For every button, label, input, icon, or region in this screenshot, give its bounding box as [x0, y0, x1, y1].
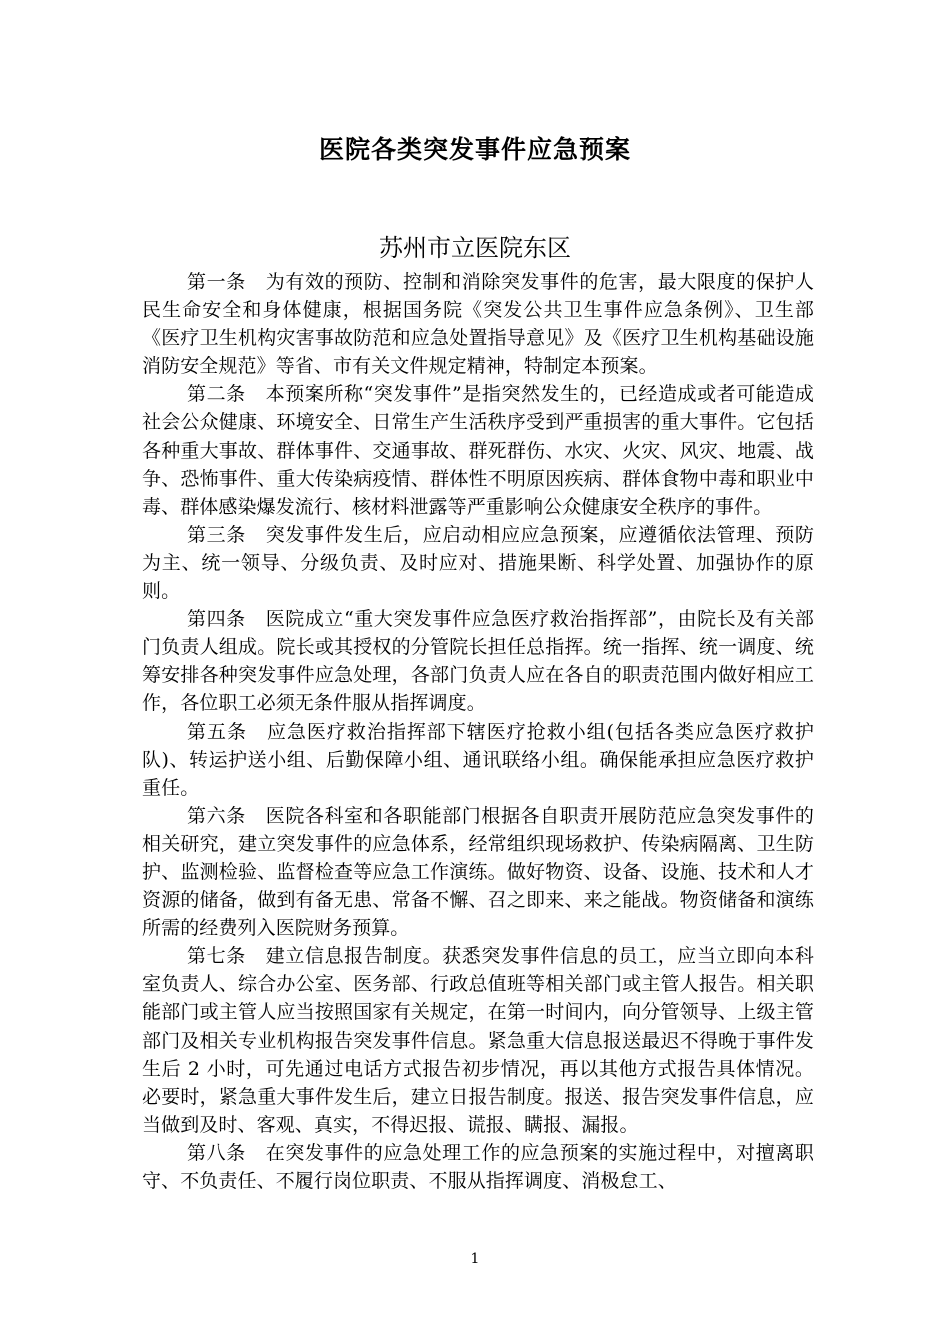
- article-text: 建立信息报告制度。获悉突发事件信息的员工，应当立即向本科室负责人、综合办公室、医务部、行政总值班等相关部门或主管人报告。相关职能部门或主管人应当按照国家有关规定，在第一时间内，向分管领导、上级主管部门及相关专业机构报告突发事件信息。紧急重大信息报送最迟不得晚于事件发生后 2 小时，可先通过电话方式报告初步情况，再以其他方式报告具体情况。必要时，紧急重大事件发生后，建立日报告制度。报送、报告突发事件信息，应当做到及时、客观、真实，不得迟报、谎报、瞒报、漏报。: [142, 945, 814, 1136]
- article-7: [142, 942, 814, 1139]
- article-text: 应急医疗救治指挥部下辖医疗抢救小组(包括各类应急医疗救护队)、转运护送小组、后勤保障小组、通讯联络小组。确保能承担应急医疗救护重任。: [142, 720, 814, 799]
- article-6: [142, 802, 814, 942]
- article-1: [142, 268, 814, 380]
- article-number: 第六条: [187, 804, 246, 827]
- document-body: [142, 268, 814, 1195]
- document-subtitle: 苏州市立医院东区: [379, 234, 571, 262]
- article-text: 本预案所称“突发事件”是指突然发生的，已经造成或者可能造成社会公众健康、环境安全、日常生产生活秩序受到严重损害的重大事件。它包括各种重大事故、群体事件、交通事故、群死群伤、水灾、火灾、风灾、地震、战争、恐怖事件、重大传染病疫情、群体性不明原因疾病、群体食物中毒和职业中毒、群体感染爆发流行、核材料泄露等严重影响公众健康安全秩序的事件。: [142, 383, 815, 518]
- page-number: 1: [470, 1251, 480, 1267]
- article-number: 第一条: [187, 271, 246, 293]
- article-number: 第四条: [187, 608, 246, 631]
- article-3: [142, 521, 814, 605]
- article-text: 突发事件发生后，应启动相应应急预案，应遵循依法管理、预防为主、统一领导、分级负责、及时应对、措施果断、科学处置、加强协作的原则。: [142, 523, 814, 603]
- article-text: 为有效的预防、控制和消除突发事件的危害，最大限度的保护人民生命安全和身体健康，根据国务院《突发公共卫生事件应急条例》、卫生部《医疗卫生机构灾害事故防范和应急处置指导意见》及《医疗卫生机构基础设施消防安全规范》等省、市有关文件规定精神，特制定本预案。: [142, 271, 814, 378]
- article-number: 第二条: [187, 383, 246, 406]
- article-text: 医院成立“重大突发事件应急医疗救治指挥部”，由院长及有关部门负责人组成。院长或其授权的分管院长担任总指挥。统一指挥、统一调度、统筹安排各种突发事件应急处理，各部门负责人应在各自的职责范围内做好相应工作，各位职工必须无条件服从指挥调度。: [142, 608, 815, 715]
- article-number: 第八条: [187, 1141, 246, 1164]
- article-8: [142, 1139, 814, 1195]
- article-2: [142, 380, 814, 520]
- article-4: [142, 605, 814, 717]
- article-number: 第七条: [187, 945, 246, 968]
- article-text: 医院各科室和各职能部门根据各自职责开展防范应急突发事件的相关研究，建立突发事件的应急体系，经常组织现场救护、传染病隔离、卫生防护、监测检验、监督检查等应急工作演练。做好物资、设备、设施、技术和人才资源的储备，做到有备无患、常备不懈、召之即来、来之能战。物资储备和演练所需的经费列入医院财务预算。: [142, 804, 814, 940]
- article-5: [142, 718, 814, 802]
- document-title: 医院各类突发事件应急预案: [318, 135, 631, 164]
- article-number: 第五条: [187, 720, 247, 743]
- article-number: 第三条: [187, 523, 246, 546]
- article-text: 在突发事件的应急处理工作的应急预案的实施过程中，对擅离职守、不负责任、不履行岗位职责、不服从指挥调度、消极怠工、: [142, 1141, 814, 1192]
